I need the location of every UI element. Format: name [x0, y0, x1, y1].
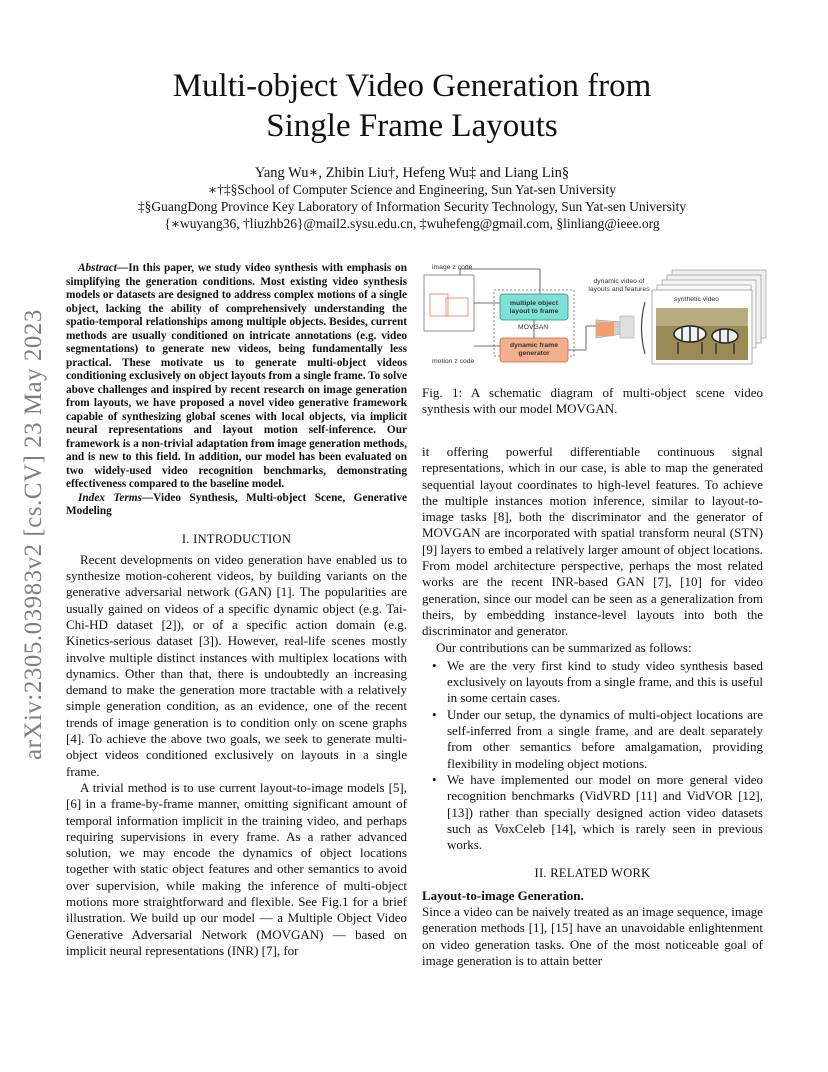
index-terms-label: Index Terms—	[78, 491, 154, 504]
index-terms-text: Video Synthesis, Multi-object Scene, Generative Modeling	[66, 491, 407, 517]
section-heading-related-work: II. RELATED WORK	[534, 866, 651, 881]
input-layout-frame	[424, 275, 474, 331]
intro-paragraph-2: A trivial method is to use current layout-to-image models [5], [6] in a frame-by-frame manner, omitting significant amount of temporal information implicit in the training video, and perhaps requiring supervisions in every frame. As a rather advanced solution, we may encode the dynamics of object locations together with static object features and other semantics to avoid over supervision, while making the inference of multi-object motions more straightforward and flexible. See Fig.1 for a brief illustration. We build up our model — a Multiple Object Video Generative Adversarial Network (MOVGAN) — based on implicit neural representations (INR) [7], for	[66, 779, 407, 958]
layout-to-frame-label: multiple object layout to frame	[509, 300, 559, 315]
intro-paragraph-1: Recent developments on video generation have enabled us to synthesize motion-coherent videos, by building variants on the generative adversarial network (GAN) [1]. The popularities are usually gained on videos of a specific dynamic object (e.g. Tai-Chi-HD dataset [2]), or of a specific action domain (e.g. Kinetics-serious dataset [3]). However, real-life scenes mostly involve multiple distinct instances with multiplex locations with dynamics. Other than that, there is undoubtedly an increasing demand to make the generation more tractable with a relatively simple generation condition, as an evidence, one of the recent trends of image generation is to condition only on scene graphs [4]. To achieve the above two goals, we seek to generate multi-object videos conditioned exclusively on layouts in a single frame.	[66, 551, 407, 779]
movgan-label: MOVGAN	[518, 324, 549, 331]
affiliation-1: ∗†‡§School of Computer Science and Engineering, Sun Yat-sen University	[207, 182, 617, 197]
section-heading-introduction: I. INTRODUCTION	[181, 531, 292, 546]
authors: Yang Wu∗, Zhibin Liu†, Hefeng Wu‡ and Liang Lin§	[254, 165, 570, 181]
feature-block	[620, 316, 634, 338]
dynamic-frame-generator-label: dynamic frame generator	[510, 342, 558, 357]
abstract-label: Abstract—	[78, 262, 129, 274]
abstract	[66, 262, 407, 492]
right-paragraph-1: it offering powerful differentiable continuous signal representations, which in our case, is able to map the generated sequential layout coordinates to high-level features. To achieve the multiple instances motion inference, similar to layout-to-image tasks [8], both the discriminator and the generator of MOVGAN are incorporated with spatial transform neural (STN) [9] layers to embed a relatively larger amount of object locations. From model architecture perspective, perhaps the most related works are the recent INR-based GAN [7], [10] for video generation, since our model can be seen as a generalization from theirs, by embedding instance-level layouts into both the discriminator and generator.	[422, 444, 763, 639]
image-z-code-label: image z code	[432, 264, 473, 271]
affiliations	[100, 181, 724, 232]
contributions-intro: Our contributions can be summarized as follows:	[436, 639, 692, 655]
left-column	[66, 262, 407, 959]
right-column	[422, 444, 763, 969]
contribution-item: • We are the very first kind to study video synthesis based exclusively on layouts from a single frame, and this is useful in some certain cases.	[422, 658, 763, 707]
index-terms	[66, 492, 407, 519]
title-line-1: Multi-object Video Generation from	[172, 68, 652, 104]
contribution-item: • We have implemented our model on more general video recognition benchmarks (VidVRD [11] and VidVOR [12], [13]) rather than specially designed action video datasets such as VoxCeleb [14], which is rarely seen in previous works.	[422, 772, 763, 853]
motion-z-code-label: motion z code	[432, 358, 475, 365]
dynamic-video-label: dynamic video of layouts and features	[588, 278, 650, 293]
subsection-heading: Layout-to-image Generation.	[422, 887, 584, 903]
related-paragraph-1: Since a video can be naively treated as an image sequence, image generation methods [1], [15] have an unavoidable enlightenment on video generation tasks. One of the most noticeable goal of image generation is to attain better	[422, 904, 763, 968]
arxiv-stamp: arXiv:2305.03983v2 [cs.CV] 23 May 2023	[20, 309, 47, 760]
synthetic-video-label: synthetic video	[674, 296, 719, 303]
figure-1-caption: Fig. 1: A schematic diagram of multi-object scene video synthesis with our model MOVGAN.	[422, 385, 763, 417]
author-emails: {∗wuyang36, †liuzhb26}@mail2.sysu.edu.cn, ‡wuhefeng@gmail.com, §linliang@ieee.org	[164, 216, 660, 231]
bracket	[642, 302, 646, 354]
contribution-item: • Under our setup, the dynamics of multi-object locations are self-inferred from a single frame, and are dealt separately from other semantics before amalgamation, providing flexibility in modeling object motions.	[422, 707, 763, 772]
paper-title	[100, 66, 724, 146]
contributions-list	[422, 658, 763, 854]
affiliation-2: ‡§GuangDong Province Key Laboratory of Information Security Technology, Sun Yat-sen University	[137, 199, 687, 214]
figure-1	[420, 262, 770, 378]
feature-block	[596, 322, 614, 336]
abstract-text: In this paper, we study video synthesis with emphasis on simplifying the generation conditions. Most existing video synthesis models or datasets are designed to address complex motions of a single object, lacking the ability of comprehensively understanding the spatio-temporal relationships among multiple objects. Besides, current methods are usually conditioned on intricate annotations (e.g. video segmentations) to generate new videos, being fundamentally less practical. These motivate us to generate multi-object videos conditioning exclusively on object layouts from a single frame. To solve above challenges and inspired by recent research on image generation from layouts, we have proposed a novel video generative framework capable of synthesizing global scenes with local objects, via implicit neural representations and layout motion self-inference. Our framework is a non-trivial adaptation from image generation methods, and is new to this field. In addition, our model has been evaluated on two widely-used video recognition benchmarks, demonstrating effectiveness compared to the baseline model.	[66, 262, 407, 490]
title-line-2: Single Frame Layouts	[266, 108, 558, 144]
